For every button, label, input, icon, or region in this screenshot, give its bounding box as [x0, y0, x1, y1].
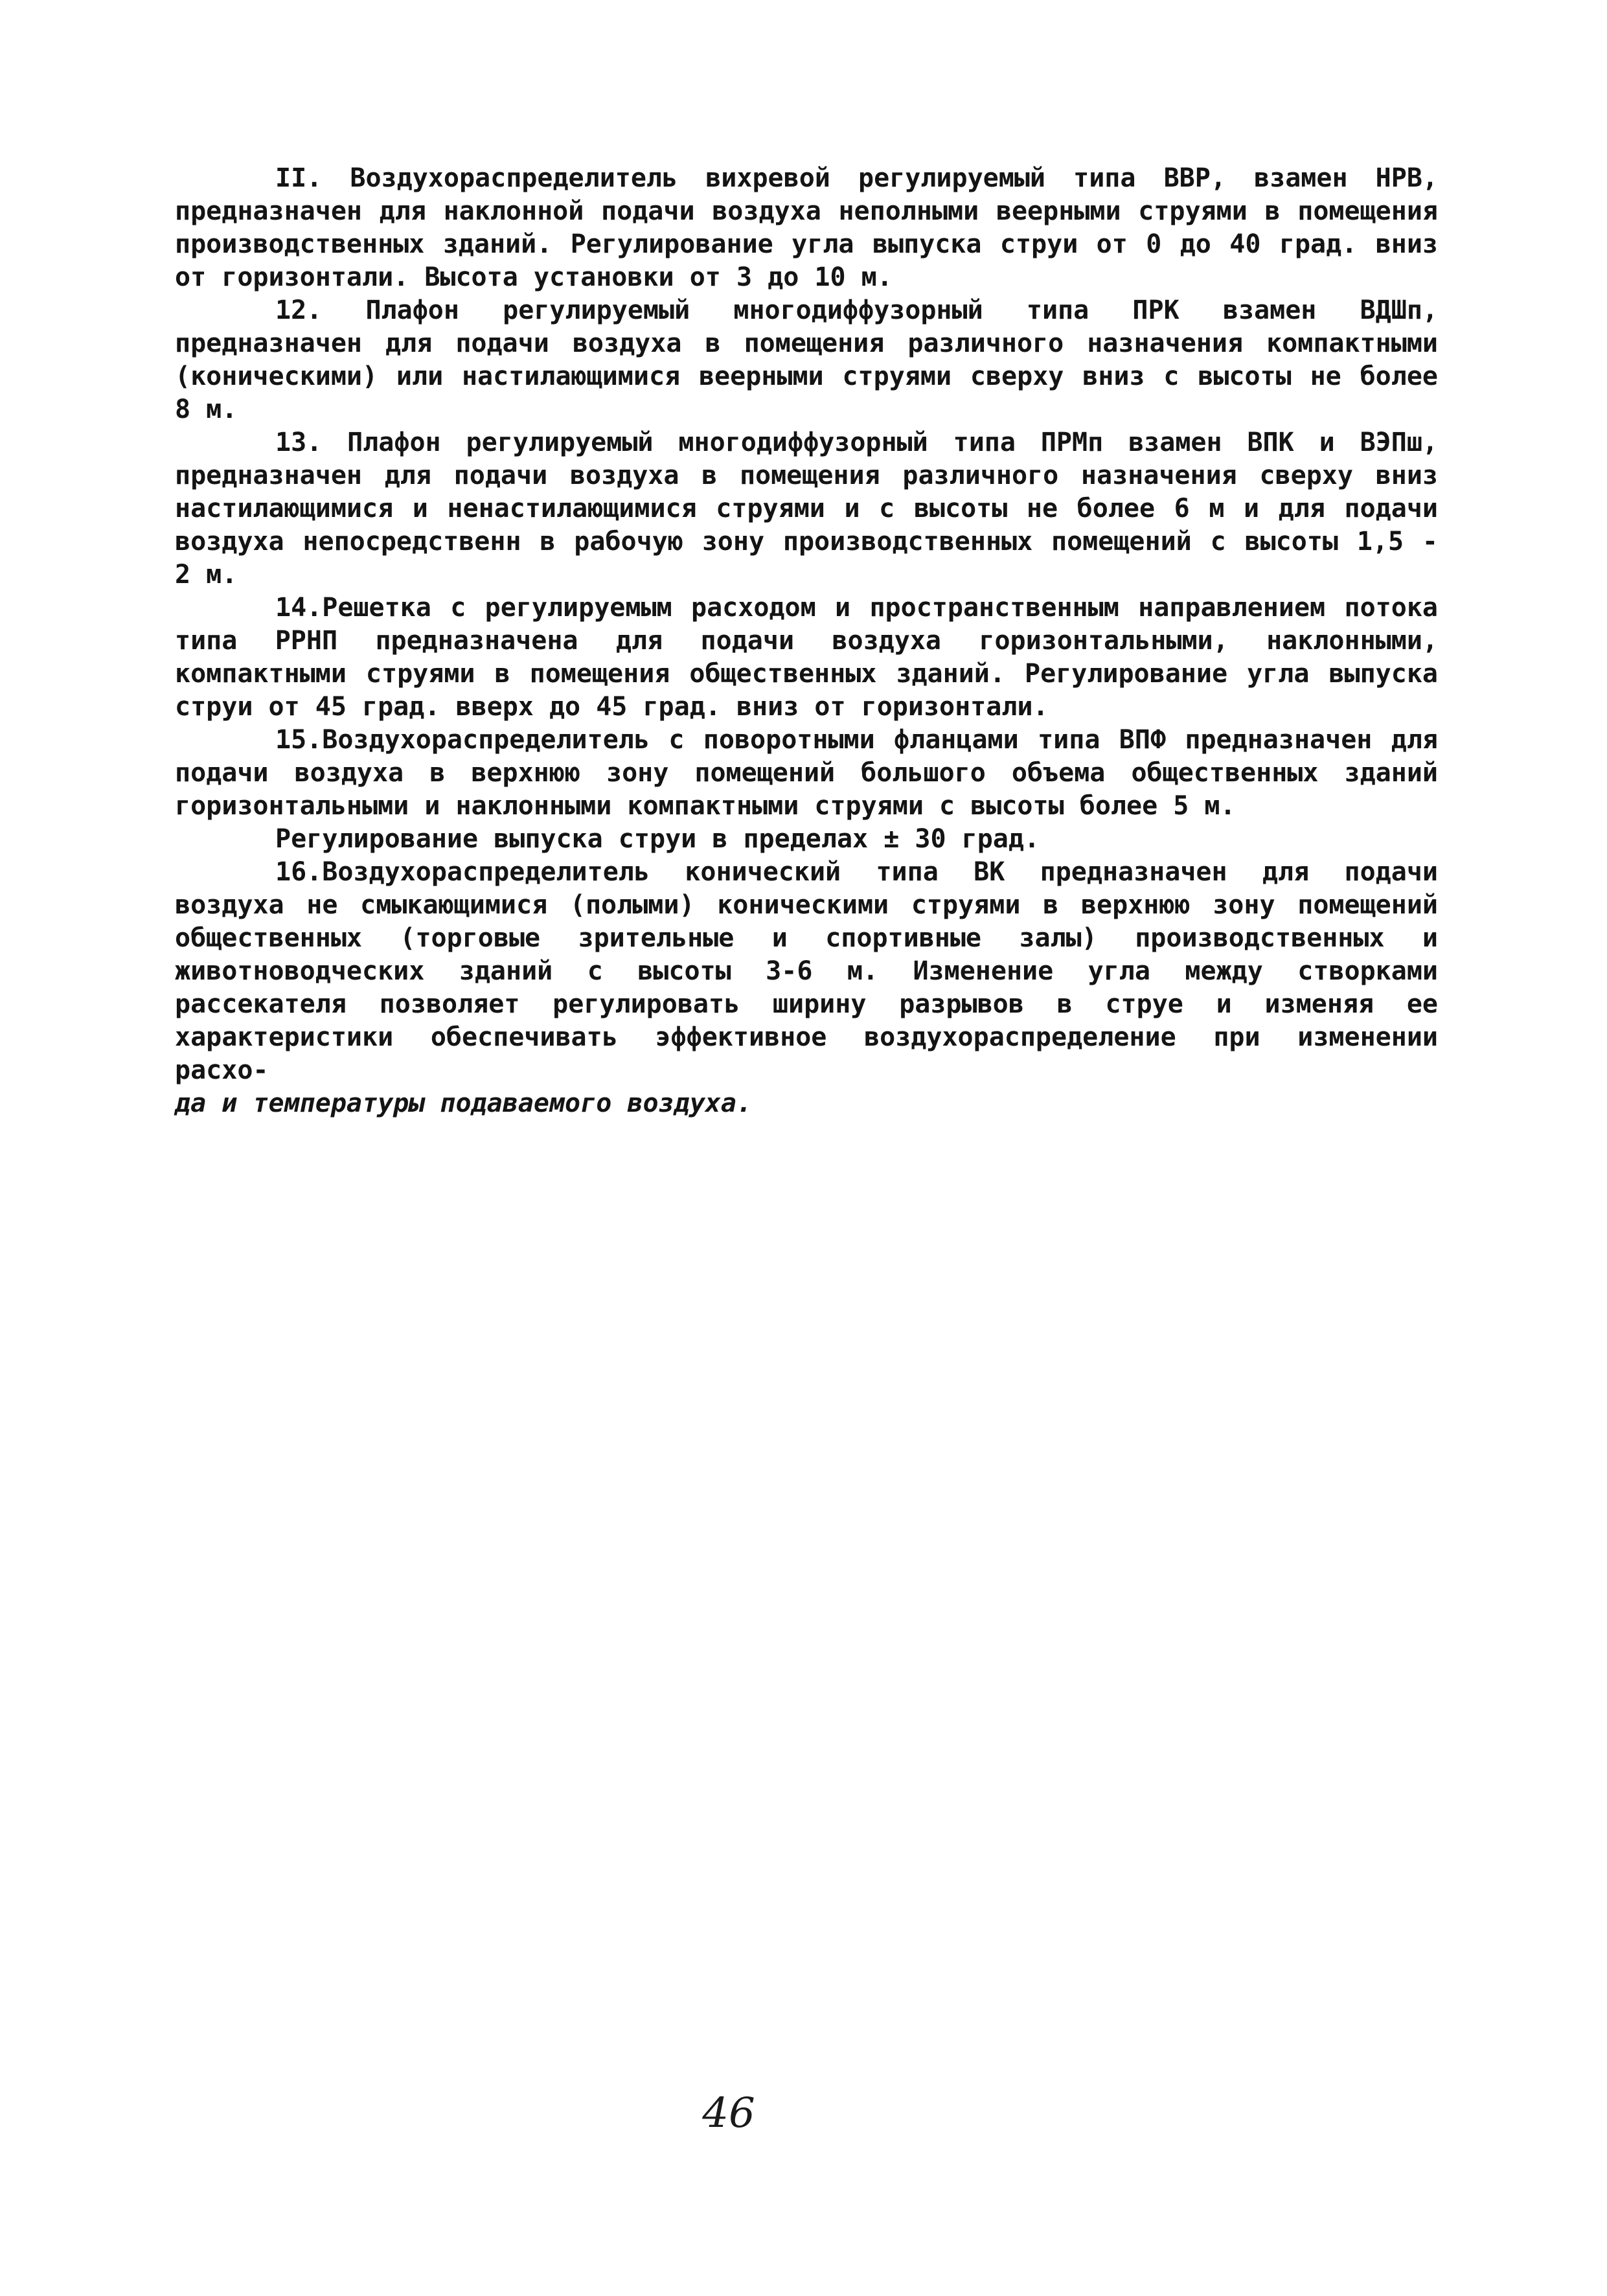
paragraph-15: 15.Воздухораспределитель с поворотными фланцами типа ВПФ предназначен для подачи воздуха в верхнюю зону помещений большого объема общественных зданий горизонтальными и наклонными компактными струями с высоты более 5 м.	[175, 725, 1438, 821]
paragraph-16	[175, 856, 1438, 1120]
body-text	[175, 162, 1438, 1120]
paragraph-16-text: 16.Воздухораспределитель конический типа ВК предназначен для подачи воздуха не смыкающимися (полыми) коническими струями в верхнюю зону помещений общественных (торговые зрительные и спортивные залы) производственных и животноводческих зданий с высоты 3-6 м. Изменение угла между створками рассекателя позволяет регулировать ширину разрывов в струе и изменяя ее характеристики обеспечивать эффективное воздухораспределение при изменении расхо-	[175, 857, 1438, 1085]
paragraph-14: 14.Решетка с регулируемым расходом и пространственным направлением потока типа РРНП предназначена для подачи воздуха горизонтальными, наклонными, компактными струями в помещения общественных зданий. Регулирование угла выпуска струи от 45 град. вверх до 45 град. вниз от горизонтали.	[175, 593, 1438, 722]
page-number: 46	[702, 2089, 755, 2137]
paragraph-13: 13. Плафон регулируемый многодиффузорный типа ПРМп взамен ВПК и ВЭПш, предназначен для подачи воздуха в помещения различного назначения сверху вниз настилающимися и ненастилающимися струями и с высоты не более 6 м и для подачи воздуха непосредственн в рабочую зону производственных помещений с высоты 1,5 - 2 м.	[175, 428, 1438, 590]
paragraph-12: 12. Плафон регулируемый многодиффузорный типа ПРК взамен ВДШп, предназначен для подачи воздуха в помещения различного назначения компактными (коническими) или настилающимися веерными струями сверху вниз с высоты не более 8 м.	[175, 295, 1438, 424]
paragraph-16-tail: да и температуры подаваемого воздуха.	[175, 1088, 753, 1118]
paragraph-11: II. Воздухораспределитель вихревой регулируемый типа ВВР, взамен НРВ, предназначен для наклонной подачи воздуха неполными веерными струями в помещения производственных зданий. Регулирование угла выпуска струи от 0 до 40 град. вниз от горизонтали. Высота установки от 3 до 10 м.	[175, 163, 1438, 292]
paragraph-15-regulation: Регулирование выпуска струи в пределах ± 30 град.	[275, 824, 1040, 854]
